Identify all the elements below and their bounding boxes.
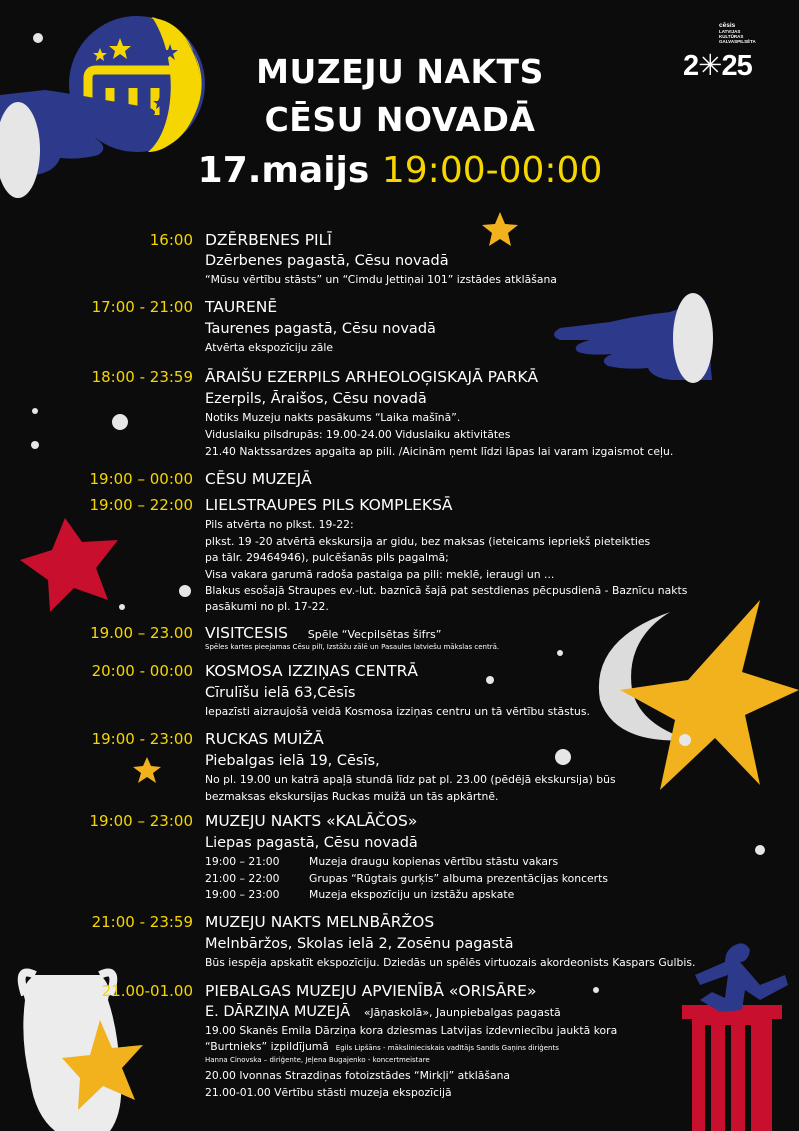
brand-name: cēsis: [719, 22, 736, 29]
event-desc: Viduslaiku pilsdrupās: 19.00-24.00 Viduslaiku aktivitātes: [205, 428, 511, 441]
event-desc: Būs iespēja apskatīt ekspozīciju. Dziedās un spēlēs virtuozais akordeonists Kaspars Gulbis.: [205, 956, 696, 969]
event-title: MUZEJU NAKTS «KALĀČOS»: [205, 812, 418, 830]
title-line1: MUZEJU NAKTS: [256, 52, 544, 91]
event-time: 19:00 - 23:00: [91, 730, 193, 748]
event-inline: Spēle “Vecpilsētas šifrs”: [307, 628, 442, 641]
star-red-icon: [20, 518, 118, 612]
brand-year-b: 25: [721, 50, 752, 82]
title-date: 17.maijs: [197, 150, 370, 191]
event-desc: Notiks Muzeju nakts pasākums “Laika mašīnā”.: [205, 411, 461, 424]
event-desc: pasākumi no pl. 17-22.: [205, 600, 329, 613]
event-time: 19:00 – 22:00: [89, 496, 193, 514]
event-time: 17:00 - 21:00: [91, 298, 193, 316]
star-gold-tiny-icon: [133, 757, 161, 783]
event-title: DZĒRBENES PILĪ: [205, 231, 332, 249]
brand-sub3: GALVASPILSĒTA: [719, 39, 756, 44]
schedule-row: [205, 854, 558, 869]
event-location: Ezerpils, Āraišos, Cēsu novadā: [205, 391, 427, 407]
title-line2: CĒSU NOVADĀ: [264, 100, 536, 139]
event-title: KOSMOSA IZZIŅAS CENTRĀ: [205, 662, 418, 680]
event-location: Piebalgas ielā 19, Cēsīs,: [205, 753, 380, 769]
event-location: Melnbāržos, Skolas ielā 2, Zosēnu pagastā: [205, 936, 514, 952]
schedule-desc: Grupas “Rūgtais gurķis” albuma prezentācijas koncerts: [309, 872, 608, 885]
event-desc-small: Egils Lipšāns - mākslinieciskais vadītājs Sandis Gaņins diriģents: [335, 1044, 559, 1052]
event-subtitle-line: [205, 1003, 561, 1022]
event-title: LIELSTRAUPES PILS KOMPLEKSĀ: [205, 496, 453, 514]
event-desc: Pils atvērta no plkst. 19-22:: [205, 518, 354, 531]
asterisk-star-icon: ✳: [698, 50, 722, 82]
schedule-row: [205, 887, 514, 902]
brand-sub2: KULTŪRAS: [719, 34, 744, 39]
schedule-desc: Muzeja ekspozīciju un izstāžu apskate: [309, 888, 515, 901]
event-title: ĀRAIŠU EZERPILS ARHEOLOĢISKAJĀ PARKĀ: [205, 368, 539, 386]
event-desc: No pl. 19.00 un katrā apaļā stundā līdz pat pl. 23.00 (pēdējā ekskursija) būs: [205, 773, 616, 786]
event-time: 19:00 – 00:00: [89, 470, 193, 488]
event-desc-line: [205, 1039, 559, 1056]
schedule-desc: Muzeja draugu kopienas vērtību stāstu vakars: [309, 855, 559, 868]
schedule-time: 19:00 – 23:00: [205, 888, 280, 901]
event-title: CĒSU MUZEJĀ: [205, 470, 312, 488]
event-time: 18:00 - 23:59: [91, 368, 193, 386]
event-desc: Iepazīsti aizraujošā veidā Kosmosa izziņas centru un tā vērtību stāstus.: [205, 705, 590, 718]
event-desc: 21.40 Naktssardzes apgaita ap pili. /Aicinām ņemt līdzi lāpas lai varam izgaismot ceļu.: [205, 445, 674, 458]
event-title: RUCKAS MUIŽĀ: [205, 730, 324, 748]
brand-year-a: 2: [683, 50, 699, 82]
event-desc: bezmaksas ekskursijas Ruckas muižā un tās apkārtnē.: [205, 790, 499, 803]
event-desc: Atvērta ekspozīciju zāle: [205, 341, 333, 354]
event-location: Taurenes pagastā, Cēsu novadā: [205, 321, 436, 337]
event-time: 21:00 - 23:59: [91, 913, 193, 931]
event-desc: 20.00 Ivonnas Strazdiņas fotoizstādes “Mirkļi” atklāšana: [205, 1069, 511, 1082]
schedule-time: 21:00 – 22:00: [205, 872, 280, 885]
event-desc-small: Hanna Cinovska – diriģente, Jeļena Bugajenko - koncertmeistare: [205, 1056, 430, 1064]
event-title: MUZEJU NAKTS MELNBĀRŽOS: [205, 913, 435, 931]
dancer-icon: [695, 943, 788, 1012]
event-desc: Visa vakara garumā radoša pastaiga pa pili: meklē, ieraugi un ...: [205, 568, 555, 581]
event-title: VISITCESIS: [205, 624, 289, 642]
brand-sub1: LATVIJAS: [719, 29, 741, 34]
event-time: 16:00: [149, 231, 193, 249]
title-time: 19:00-00:00: [381, 150, 603, 191]
brand-text: [719, 22, 756, 44]
schedule-row: [205, 871, 608, 886]
brand-year: [683, 48, 752, 83]
schedule-time: 19:00 – 21:00: [205, 855, 280, 868]
star-gold-small-icon: [482, 212, 518, 246]
event-desc: 21.00-01.00 Vērtību stāsti muzeja ekspozīcijā: [205, 1086, 452, 1099]
event-desc: “Burtnieks” izpildījumā: [205, 1040, 329, 1053]
event-location: Cīrulīšu ielā 63,Cēsīs: [205, 685, 356, 701]
event-time: 19:00 – 23:00: [89, 812, 193, 830]
event-location: Dzērbenes pagastā, Cēsu novadā: [205, 253, 449, 269]
event-title-line: [205, 624, 441, 644]
column-icon: [682, 1005, 782, 1131]
event-location: Liepas pagastā, Cēsu novadā: [205, 835, 418, 851]
event-time: 21.00-01.00: [101, 982, 193, 1000]
event-desc: pa tālr. 29464946), pulcēšanās pils pagalmā;: [205, 551, 449, 564]
event-desc-small: Spēles kartes pieejamas Cēsu pilī, Izstāžu zālē un Pasaules latviešu mākslas centrā.: [205, 643, 500, 651]
brand-logo: [683, 22, 775, 82]
event-title: PIEBALGAS MUZEJU APVIENĪBĀ «ORISĀRE»: [205, 982, 537, 1000]
event-desc: “Mūsu vērtību stāsts” un “Cimdu Jettiņai 101” izstādes atklāšana: [205, 273, 557, 286]
event-desc: 19.00 Skanēs Emila Dārziņa kora dziesmas Latvijas izdevniecību jauktā kora: [205, 1024, 618, 1037]
event-subtitle: E. DĀRZIŅA MUZEJĀ: [205, 1004, 351, 1020]
event-time: 19.00 – 23.00: [90, 624, 193, 642]
event-desc: plkst. 19 -20 atvērtā ekskursija ar gidu, bez maksas (ieteicams iepriekš pieteikties: [205, 535, 651, 548]
title-date-line: [160, 150, 640, 191]
event-time: 20:00 - 00:00: [91, 662, 193, 680]
event-title: TAURENĒ: [205, 298, 278, 316]
event-subtitle-loc: «Jāņaskolā», Jaunpiebalgas pagastā: [363, 1006, 561, 1019]
event-desc: Blakus esošajā Straupes ev.-lut. baznīcā šajā pat sestdienas pēcpusdienā - Baznīcu nakts: [205, 584, 688, 597]
